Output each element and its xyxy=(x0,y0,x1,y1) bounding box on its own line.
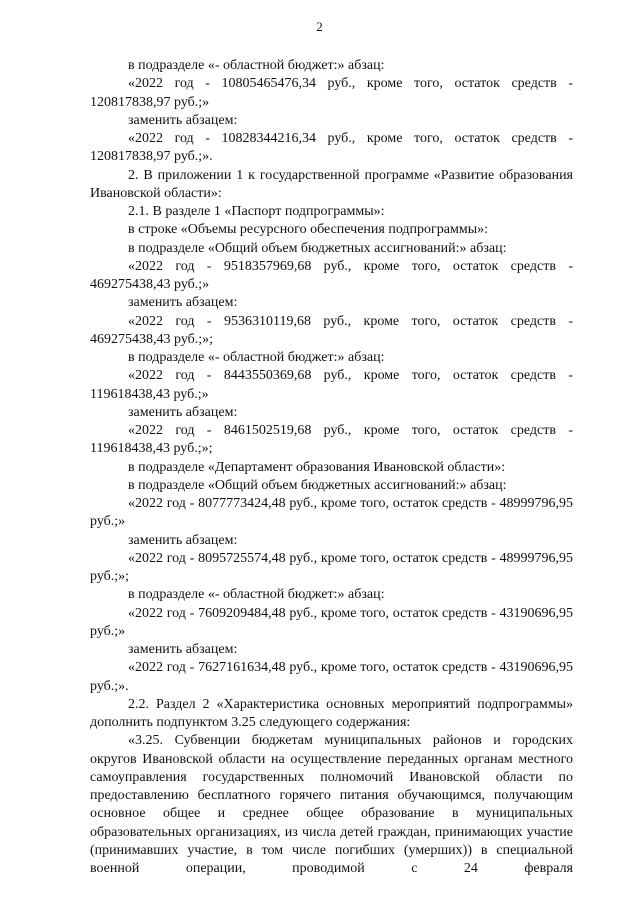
paragraph: в подразделе «Департамент образования Ивановской области»: xyxy=(128,459,506,475)
paragraph: 2.2. Раздел 2 «Характеристика основных мероприятий подпрограммы» дополнить подпунктом 3.25 следующего содержания: xyxy=(90,696,573,730)
paragraph: заменить абзацем: xyxy=(128,112,238,128)
paragraph: в строке «Объемы ресурсного обеспечения подпрограммы»: xyxy=(128,222,489,238)
paragraph: в подразделе «Общий объем бюджетных ассигнований:» абзац: xyxy=(128,477,507,493)
paragraph: заменить абзацем: xyxy=(128,404,238,420)
paragraph: «2022 год - 8077773424,48 руб., кроме того, остаток средств - 48999796,95 руб.;» xyxy=(90,496,573,530)
document-body xyxy=(90,57,573,878)
paragraph: в подразделе «Общий объем бюджетных ассигнований:» абзац: xyxy=(128,240,507,256)
paragraph: «2022 год - 9536310119,68 руб., кроме того, остаток средств - 469275438,43 руб.;»; xyxy=(90,313,573,347)
paragraph: «2022 год - 8461502519,68 руб., кроме того, остаток средств - 119618438,43 руб.;»; xyxy=(90,423,573,457)
paragraph: «2022 год - 10828344216,34 руб., кроме того, остаток средств - 120817838,97 руб.;». xyxy=(90,131,573,165)
paragraph: «2022 год - 8443550369,68 руб., кроме того, остаток средств - 119618438,43 руб.;» xyxy=(90,368,573,402)
paragraph: 2. В приложении 1 к государственной программе «Развитие образования Ивановской области»: xyxy=(90,167,573,201)
paragraph: «2022 год - 7627161634,48 руб., кроме того, остаток средств - 43190696,95 руб.;». xyxy=(90,660,573,694)
paragraph: «2022 год - 10805465476,34 руб., кроме того, остаток средств - 120817838,97 руб.;» xyxy=(90,76,573,110)
paragraph: в подразделе «- областной бюджет:» абзац: xyxy=(128,350,385,365)
paragraph: в подразделе «- областной бюджет:» абзац: xyxy=(128,587,385,603)
paragraph: 2.1. В разделе 1 «Паспорт подпрограммы»: xyxy=(128,204,385,219)
paragraph: «2022 год - 7609209484,48 руб., кроме того, остаток средств - 43190696,95 руб.;» xyxy=(90,605,573,639)
paragraph: заменить абзацем: xyxy=(128,532,238,548)
paragraph: заменить абзацем: xyxy=(128,295,238,311)
paragraph: «3.25. Субвенции бюджетам муниципальных районов и городских округов Ивановской области на осуществление переданных органам местного самоуправления государственных полномочий Ивановской области по предоставлению бесплатного горячего питания обучающимся, получающим основное общее и среднее общее образование в муниципальных образовательных организациях, из числа детей граждан, принимающих участие (принимавших участие, в том числе погибших (умерших)) в специальной военной операции, проводимой с 24 февраля xyxy=(90,733,573,876)
paragraph: в подразделе «- областной бюджет:» абзац: xyxy=(128,58,385,73)
paragraph: «2022 год - 8095725574,48 руб., кроме того, остаток средств - 48999796,95 руб.;»; xyxy=(90,550,573,584)
paragraph: заменить абзацем: xyxy=(128,642,238,657)
paragraph: «2022 год - 9518357969,68 руб., кроме того, остаток средств - 469275438,43 руб.;» xyxy=(90,258,573,292)
page-number: 2 xyxy=(316,19,323,34)
